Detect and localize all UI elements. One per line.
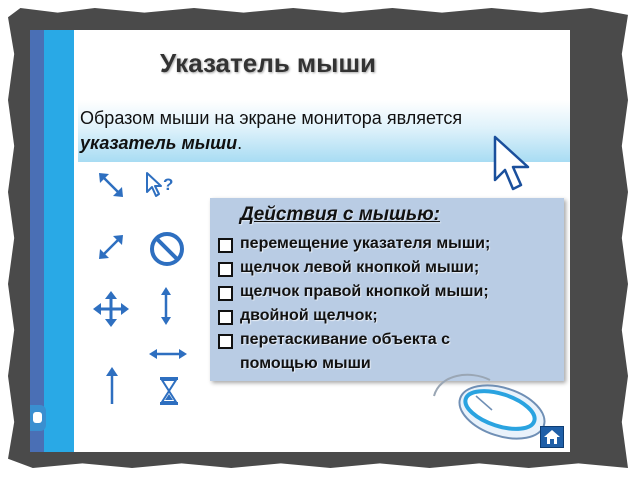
list-item: щелчок правой кнопкой мыши;	[216, 280, 560, 304]
unavailable-icon	[148, 230, 186, 268]
list-item: перемещение указателя мыши;	[216, 232, 560, 256]
sidebar-tab-icon[interactable]	[30, 405, 46, 431]
arrow-pointer-icon	[492, 134, 534, 194]
move-icon	[92, 290, 130, 328]
sidebar-light-stripe	[44, 30, 74, 452]
svg-text:?: ?	[163, 175, 174, 194]
intro-end: .	[237, 133, 243, 153]
actions-title: Действия с мышью:	[240, 204, 440, 225]
up-arrow-cursor-icon	[104, 366, 120, 406]
list-item: двойной щелчок;	[216, 304, 560, 328]
list-item-continuation: помощью мыши	[240, 355, 371, 372]
checkbox-bullet-icon	[218, 238, 233, 253]
home-button[interactable]	[540, 426, 564, 448]
home-icon	[541, 427, 563, 447]
intro-text	[80, 106, 540, 156]
checkbox-bullet-icon	[218, 262, 233, 277]
checkbox-bullet-icon	[218, 286, 233, 301]
list-item: щелчок левой кнопкой мыши;	[216, 256, 560, 280]
checkbox-bullet-icon	[218, 334, 233, 349]
checkbox-bullet-icon	[218, 310, 233, 325]
slide	[30, 30, 570, 452]
help-select-cursor-icon	[144, 170, 180, 200]
diagonal-resize-nwse-icon	[96, 170, 126, 200]
sidebar-dark-stripe	[30, 30, 44, 452]
actions-panel	[210, 198, 564, 381]
horizontal-resize-icon	[148, 346, 188, 362]
intro-line: Образом мыши на экране монитора является	[80, 108, 463, 128]
vertical-resize-icon	[158, 286, 174, 326]
actions-list	[216, 232, 560, 376]
hourglass-icon	[158, 376, 180, 406]
diagonal-resize-nesw-icon	[96, 232, 126, 262]
intro-emphasis: указатель мыши	[80, 133, 238, 153]
list-item: перетаскивание объекта с	[216, 328, 560, 352]
computer-mouse-icon	[430, 366, 550, 446]
slide-title: Указатель мыши	[160, 48, 377, 78]
